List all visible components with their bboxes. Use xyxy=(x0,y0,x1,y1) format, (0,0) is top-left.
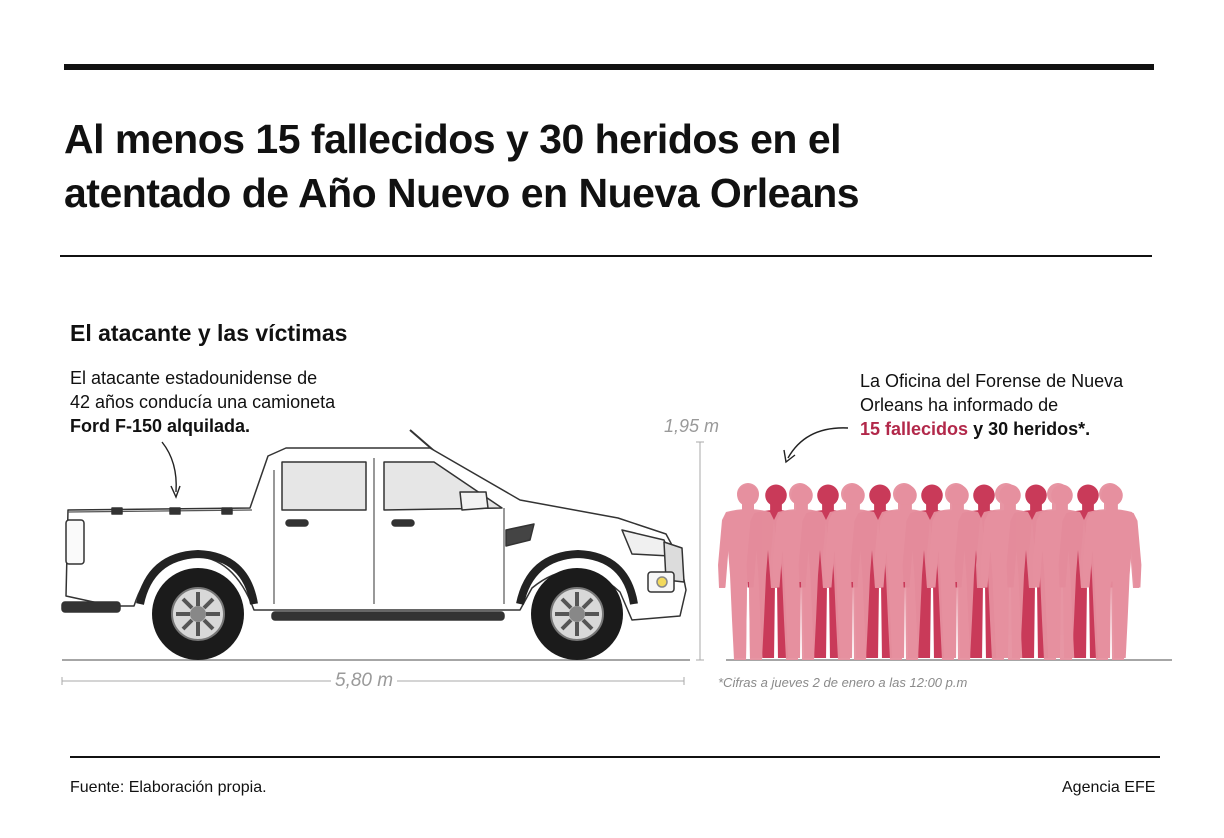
attacker-vehicle: Ford F-150 alquilada. xyxy=(70,416,251,436)
headline-line-1: Al menos 15 fallecidos y 30 heridos en el xyxy=(64,116,842,162)
injured-count-text: y 30 heridos*. xyxy=(973,419,1091,439)
curved-arrow-icon xyxy=(788,428,848,458)
curved-arrow-icon xyxy=(162,442,176,492)
front-wheel xyxy=(531,568,623,660)
attacker-line-1: El atacante estadounidense de xyxy=(70,368,318,388)
source-credit: Fuente: Elaboración propia. xyxy=(70,779,267,796)
attacker-line-2: 42 años conducía una camioneta xyxy=(70,392,336,412)
bottom-rule xyxy=(70,756,1160,758)
rear-wheel xyxy=(152,568,244,660)
headline-line-2: atentado de Año Nuevo en Nueva Orleans xyxy=(64,170,860,216)
figures-note: *Cifras a jueves 2 de enero a las 12:00 p.m xyxy=(718,675,968,690)
section-title: El atacante y las víctimas xyxy=(70,320,348,346)
agency-credit: Agencia EFE xyxy=(1062,779,1156,796)
forensic-intro: La Oficina del Forense de Nueva Orleans ha informado de xyxy=(860,371,1124,415)
dead-count-highlight: 15 fallecidos xyxy=(860,419,969,439)
height-dimension-label: 1,95 m xyxy=(664,416,720,436)
height-dimension xyxy=(696,442,704,660)
length-dimension-label: 5,80 m xyxy=(331,670,397,692)
